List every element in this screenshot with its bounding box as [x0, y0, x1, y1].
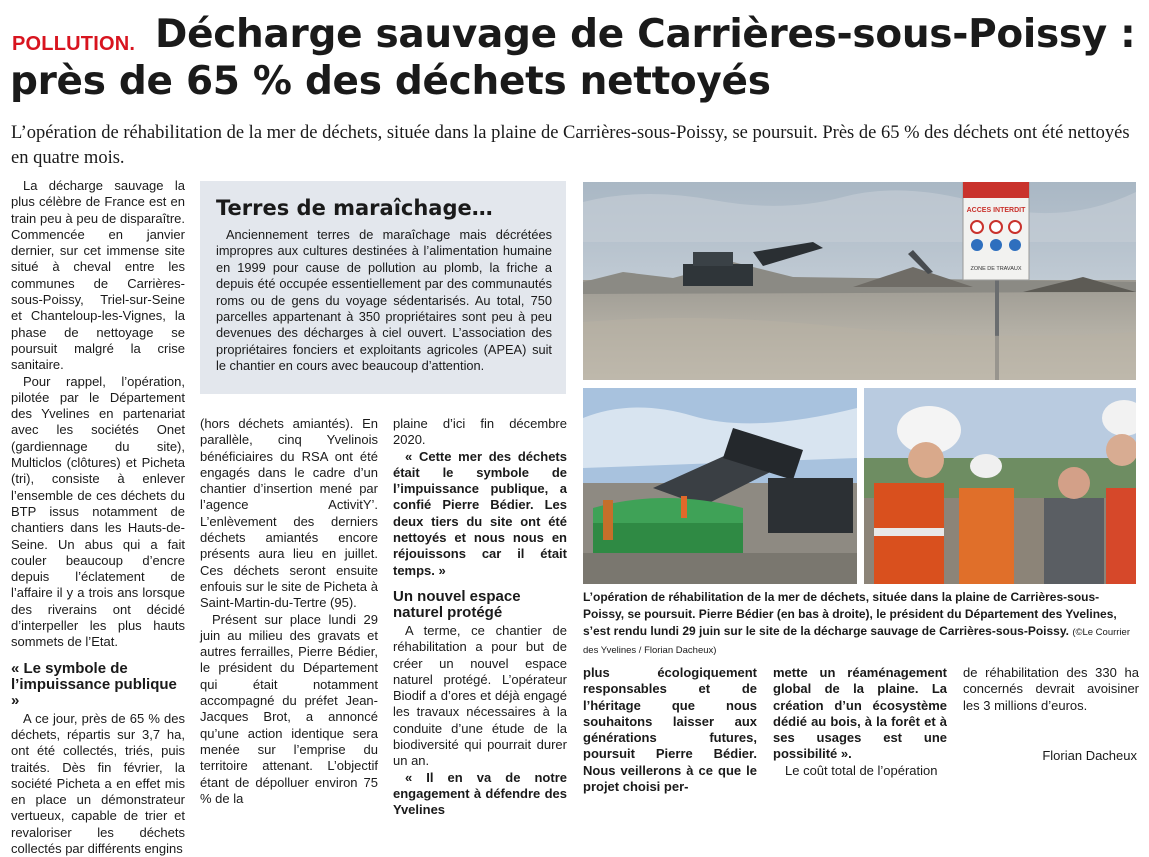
col2-paragraph-1: (hors déchets amiantés). En parallèle, cinq Yvelinois bénéficiaires du RSA ont été engagés dans le cadre d’un chantier d’insertion mené par l’agence ActivitY’. L’enlèvement des derniers déchets amiantés encore présents aura lieu en juillet. Ces déchets seront ensuite enfouis sur le site de Picheta à Saint-Martin-du-Tertre (95). [200, 416, 378, 611]
col3-paragraph-3: A terme, ce chantier de réhabilitation a pour but de créer un nouvel espace naturel protégé. L’opérateur Biodif a d’ores et déjà engagé les travaux nécessaires à la conduite d’une étude de la biodiversité qui pourrait durer un an. [393, 622, 567, 769]
caption-credit: (©Le Courrier des Yvelines / Florian Dacheux) [583, 626, 1130, 657]
column-4 [583, 665, 757, 795]
col1-paragraph-1: La décharge sauvage la plus célèbre de France est en train peu à peu de disparaître. Commencée en janvier dernier, sur cet immense site situé à cheval entre les communes de Carrières-sous-Poissy, Triel-sur-Seine et Chanteloup-les-Vignes, la phase de nettoyage se poursuit malgré la crise sanitaire. [11, 178, 185, 373]
photo-caption [583, 589, 1139, 660]
column-3 [393, 416, 567, 819]
column-6 [963, 665, 1139, 714]
col1-paragraph-2: Pour rappel, l’opération, pilotée par le Département des Yvelines en partenariat avec les sociétés Onet (gardiennage du site), Multiclos (clôtures) et Picheta (tri), consiste à enlever l’ensemble de ces déchets du BTP issus notamment de chantiers dans les Hauts-de-Seine. Un abus qui a fait couler beaucoup d’encre depuis l’éclatement de l’affaire il y a trois ans lorsque des riverains ont décidé d’interpeller les plus hauts sommets de l’Etat. [11, 373, 185, 650]
col6-text: de réhabilitation des 330 ha concernés devrait avoisiner les 3 millions d’euros. [963, 665, 1139, 713]
sorting-machine-image [583, 388, 857, 584]
photo-pierre-bedier-visit [864, 388, 1136, 584]
sidebar-box [200, 181, 566, 394]
col1-paragraph-3: A ce jour, près de 65 % des déchets, répartis sur 3,7 ha, ont été collectés, triés, puis traités. Dès fin février, la société Picheta a en effet mis en place un démonstrateur vertueux, capable de trier et revaloriser les déchets collectés par différents engins [11, 710, 185, 856]
col3-subheading: Un nouvel espace naturel protégé [393, 587, 521, 621]
photo-sorting-machine [583, 388, 857, 584]
col1-subheading: « Le symbole de l’impuissance publique » [11, 659, 177, 709]
caption-text: L’opération de réhabilitation de la mer de déchets, située dans la plaine de Carrières-sous-Poissy, se poursuit. Pierre Bédier (en bas à droite), le président du Département des Yvelines, s’est rendu lundi 29 juin sur le site de la décharge sauvage de Carrières-sous-Poissy. [583, 590, 1117, 638]
sign-title: ACCES INTERDIT [966, 207, 1026, 214]
col5b-text: Le coût total de l’opération [785, 762, 938, 778]
col2-paragraph-2: Présent sur place lundi 29 juin au milieu des gravats et autres ferrailles, Pierre Bédier, le président du Département qui était notamment accompagné du préfet Jean-Jacques Brot, a annoncé qu’une action identique sera menée sur l’emprise du territoire attenant. L’objectif étant de dépolluer environ 75 % de la [200, 611, 378, 806]
box-text: Anciennement terres de maraîchage mais décrétées impropres aux cultures destinées à l’alimentation humaine en 1999 pour cause de pollution au plomb, la friche a depuis été occupée essentiellement par des communautés roms ou de gens du voyage sédentarisés. Au total, 750 parcelles appartenant à 350 propriétaires sont peu à peu devenues des décharges à ciel ouvert. L’association des propriétaires fonciers et exploitants agricoles (APEA) suit le chantier en cours avec beaucoup d’attention. [216, 227, 552, 374]
col4-text: plus écologiquement responsables et de l’héritage que nous souhaitons laisser aux générations futures, poursuit Pierre Bédier. Nous veillerons à ce que le projet choisi per- [583, 665, 757, 795]
photo-site-overview [583, 182, 1136, 380]
kicker: POLLUTION. [12, 33, 136, 55]
site-overview-image [583, 182, 1136, 380]
headline: Décharge sauvage de Carrières-sous-Poissy : près de 65 % des déchets nettoyés [10, 12, 1136, 104]
col5-text: mette un réaménagement global de la plaine. La création d’un écosystème dédié au bois, à la forêt et à ses usages est une possibilité ». [773, 665, 947, 762]
col3-paragraph-1: plaine d’ici fin décembre 2020. [393, 416, 567, 448]
visit-group-image [864, 388, 1136, 584]
sign-zone: ZONE DE TRAVAUX [970, 266, 1022, 272]
box-title: Terres de maraîchage… [216, 196, 493, 220]
col3-paragraph-4: « Il en va de notre engagement à défendre des Yvelines [393, 769, 567, 818]
standfirst: L’opération de réhabilitation de la mer de déchets, située dans la plaine de Carrières-sous-Poissy, se poursuit. Près de 65 % des déchets ont été nettoyés en quatre mois. [11, 123, 1130, 168]
column-1 [11, 178, 185, 857]
col3-quote: « Cette mer des déchets était le symbole de l’impuissance publique, a confié Pierre Bédier. Les deux tiers du site ont été nettoyés et nous nous en réjouissons car il était temps. » [393, 448, 567, 578]
column-5 [773, 665, 947, 779]
column-2 [200, 416, 378, 807]
byline: Florian Dacheux [1042, 748, 1137, 763]
